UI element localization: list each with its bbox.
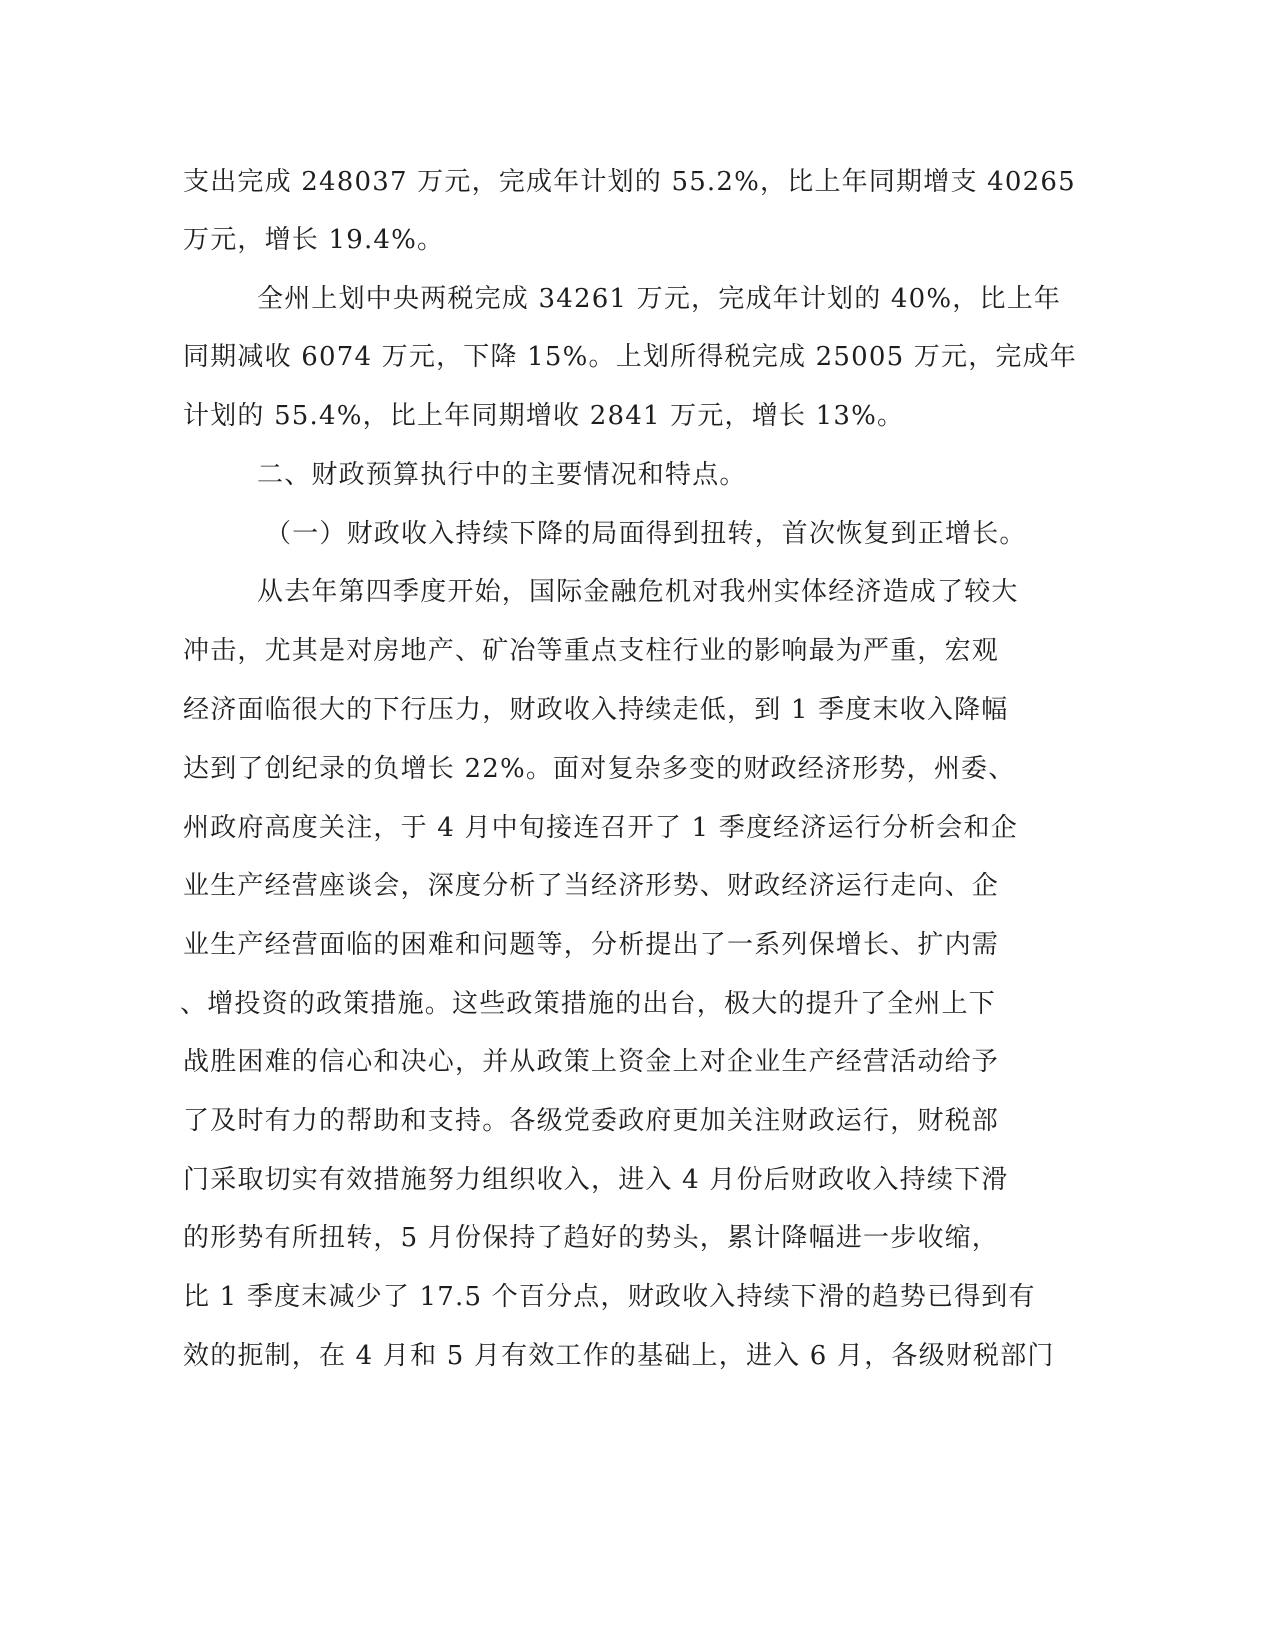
paragraph-start-line: 全州上划中央两税完成 34261 万元，完成年计划的 40%，比上年 xyxy=(257,284,1062,314)
text-line: 的形势有所扭转，5 月份保持了趋好的势头，累计降幅进一步收缩， xyxy=(183,1223,1000,1253)
text-line: 冲击，尤其是对房地产、矿冶等重点支柱行业的影响最为严重，宏观 xyxy=(183,636,1000,666)
text-line: 效的扼制，在 4 月和 5 月有效工作的基础上，进入 6 月，各级财税部门 xyxy=(183,1341,1055,1371)
text-line: 了及时有力的帮助和支持。各级党委政府更加关注财政运行，财税部 xyxy=(183,1106,1000,1136)
text-line: 战胜困难的信心和决心，并从政策上资金上对企业生产经营活动给予 xyxy=(183,1047,1000,1077)
text-line: 业生产经营座谈会，深度分析了当经济形势、财政经济运行走向、企 xyxy=(183,871,1000,901)
text-line: 支出完成 248037 万元，完成年计划的 55.2%，比上年同期增支 40265 xyxy=(183,167,1076,197)
paragraph-start-line: 从去年第四季度开始，国际金融危机对我州实体经济造成了较大 xyxy=(257,577,1019,607)
section-heading: 二、财政预算执行中的主要情况和特点。 xyxy=(257,460,747,490)
text-line: 达到了创纪录的负增长 22%。面对复杂多变的财政经济形势，州委、 xyxy=(183,754,1016,784)
subsection-heading: （一）财政收入持续下降的局面得到扭转，首次恢复到正增长。 xyxy=(265,519,1027,549)
text-line: 同期减收 6074 万元，下降 15%。上划所得税完成 25005 万元，完成年 xyxy=(183,342,1077,372)
text-line: 经济面临很大的下行压力，财政收入持续走低，到 1 季度末收入降幅 xyxy=(183,695,1009,725)
text-line: 比 1 季度末减少了 17.5 个百分点，财政收入持续下滑的趋势已得到有 xyxy=(183,1282,1036,1312)
text-line: 计划的 55.4%，比上年同期增收 2841 万元，增长 13%。 xyxy=(183,401,905,431)
text-line: 、增投资的政策措施。这些政策措施的出台，极大的提升了全州上下 xyxy=(180,989,997,1019)
text-line: 门采取切实有效措施努力组织收入，进入 4 月份后财政收入持续下滑 xyxy=(183,1165,1009,1195)
text-line: 万元，增长 19.4%。 xyxy=(183,225,445,255)
text-line: 业生产经营面临的困难和问题等，分析提出了一系列保增长、扩内需 xyxy=(183,930,1000,960)
text-line: 州政府高度关注，于 4 月中旬接连召开了 1 季度经济运行分析会和企 xyxy=(183,813,1018,843)
